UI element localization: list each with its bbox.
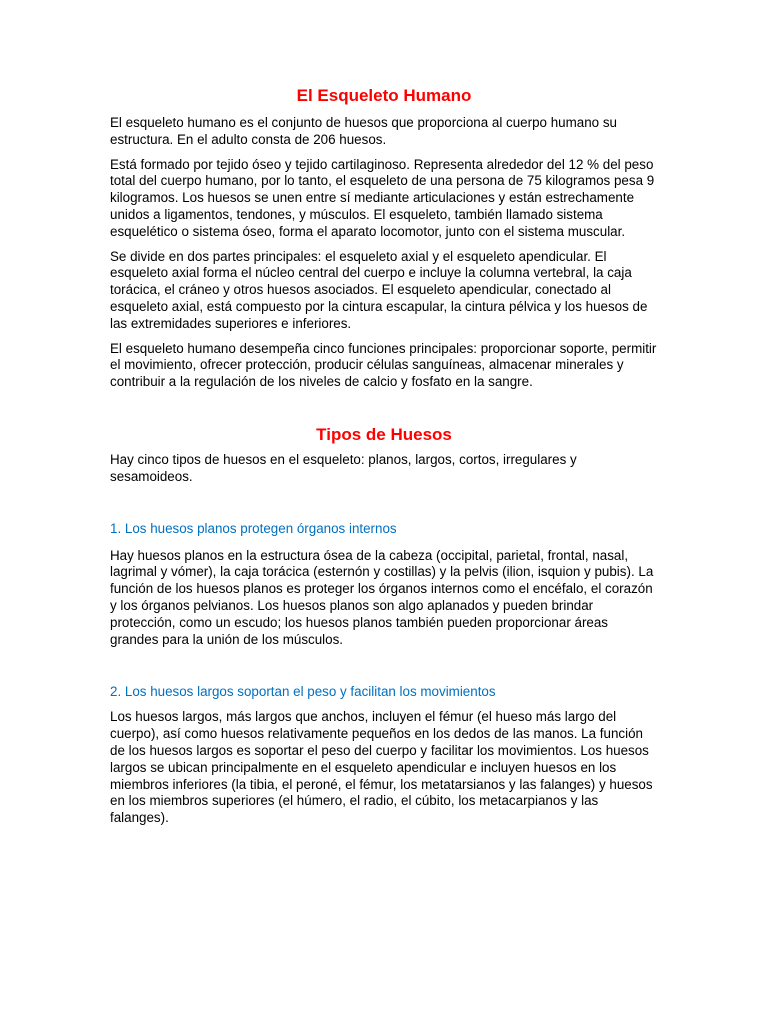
intro-paragraph-4: El esqueleto humano desempeña cinco funciones principales: proporcionar soporte, permitir el movimiento, ofrecer protección, producir células sanguíneas, almacenar minerales y contribuir a la regulación de los niveles de calcio y fosfato en la sangre.: [110, 340, 657, 390]
subsection-heading-flat-bones: 1. Los huesos planos protegen órganos internos: [110, 520, 397, 536]
intro-paragraph-2: Está formado por tejido óseo y tejido cartilaginoso. Representa alrededor del 12 % del peso total del cuerpo humano, por lo tanto, el esqueleto de una persona de 75 kilogramos pesa 9 kilogramos. Los huesos se unen entre sí mediante articulaciones y están estrechamente unidos a ligamentos, tendones, y músculos. El esqueleto, también llamado sistema esquelético o sistema óseo, forma el aparato locomotor, junto con el sistema muscular.: [110, 156, 655, 239]
subsection-text-flat-bones: Hay huesos planos en la estructura ósea de la cabeza (occipital, parietal, frontal, nasal, lagrimal y vómer), la caja torácica (esternón y costillas) y la pelvis (ilion, isquion y pubis). La función de los huesos planos es proteger los órganos internos como el encéfalo, el corazón y los órganos pelvianos. Los huesos planos son algo aplanados y pueden brindar protección, como un escudo; los huesos planos también pueden proporcionar áreas grandes para la unión de los músculos.: [110, 547, 654, 647]
subsection-text-long-bones: Los huesos largos, más largos que anchos, incluyen el fémur (el hueso más largo del cuerpo), así como huesos relativamente pequeños en los dedos de las manos. La función de los huesos largos es soportar el peso del cuerpo y facilitar los movimientos. Los huesos largos se ubican principalmente en el esqueleto apendicular e incluyen huesos en los miembros inferiores (la tibia, el peroné, el fémur, los metatarsianos y las falanges) y huesos en los miembros superiores (el húmero, el radio, el cúbito, los metacarpianos y las falanges).: [110, 709, 653, 826]
document-page: [110, 84, 658, 827]
intro-paragraph-1: El esqueleto humano es el conjunto de huesos que proporciona al cuerpo humano su estructura. En el adulto consta de 206 huesos.: [110, 115, 617, 147]
intro-paragraph-3: Se divide en dos partes principales: el esqueleto axial y el esqueleto apendicular. El esqueleto axial forma el núcleo central del cuerpo e incluye la columna vertebral, la caja torácica, el cráneo y otros huesos asociados. El esqueleto apendicular, conectado al esqueleto axial, está compuesto por la cintura escapular, la cintura pélvica y los huesos de las extremidades superiores e inferiores.: [110, 248, 648, 331]
document-title: El Esqueleto Humano: [296, 86, 472, 105]
section-intro: Hay cinco tipos de huesos en el esqueleto: planos, largos, cortos, irregulares y sesamoideos.: [110, 451, 577, 484]
section-title: Tipos de Huesos: [316, 424, 452, 444]
subsection-heading-long-bones: 2. Los huesos largos soportan el peso y facilitan los movimientos: [110, 684, 496, 700]
